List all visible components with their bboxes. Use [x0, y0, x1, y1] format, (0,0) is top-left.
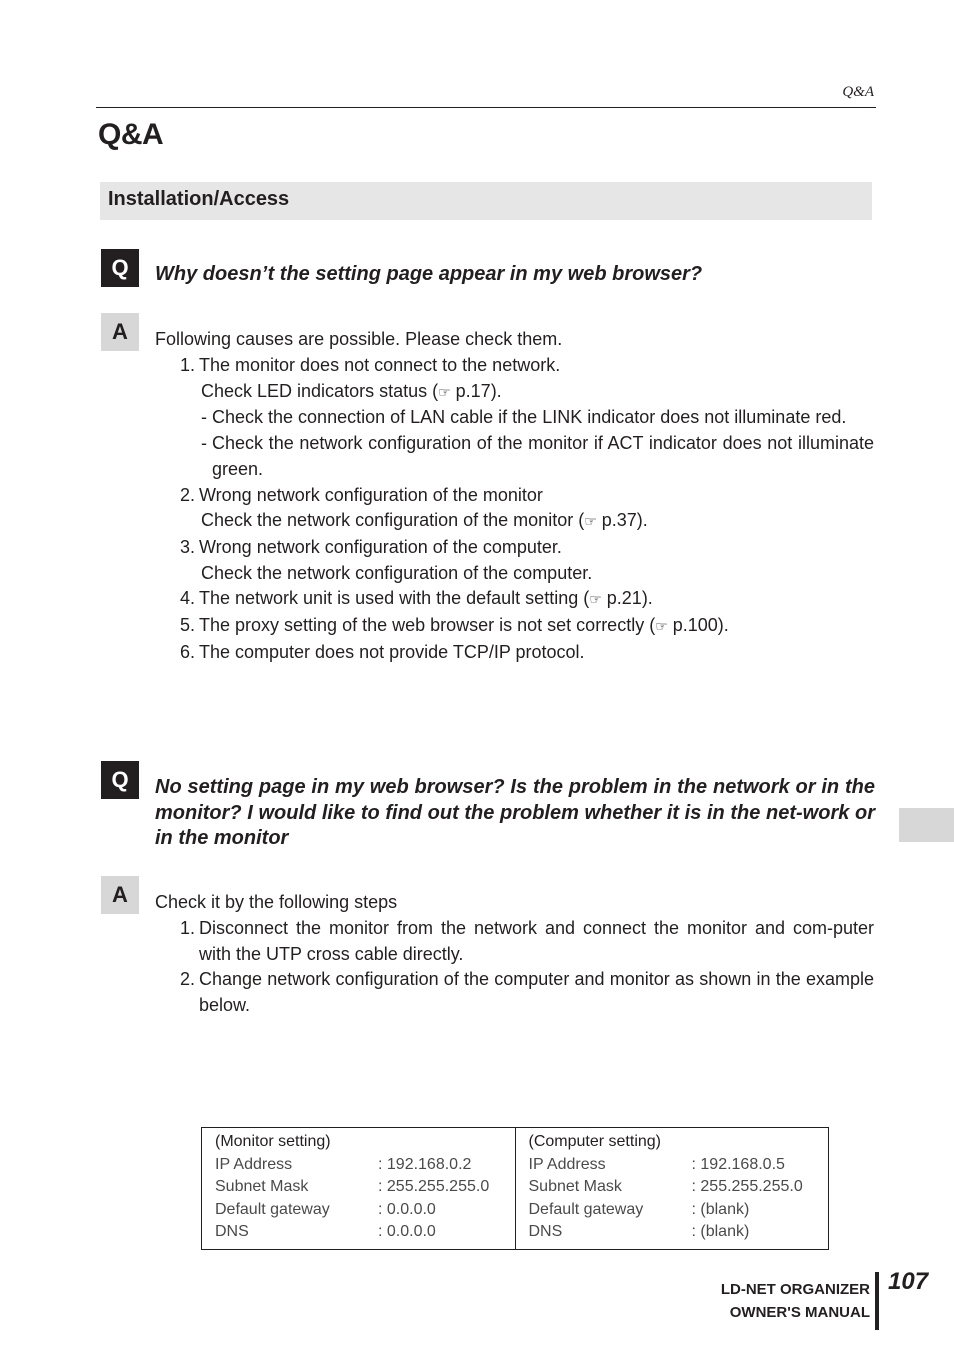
running-head: Q&A — [842, 84, 874, 100]
table-row: Subnet Mask : 255.255.255.0 — [215, 1178, 490, 1195]
chapter-tab — [899, 808, 954, 842]
item-number: 5. — [180, 615, 196, 636]
monitor-settings-title: (Monitor setting) — [215, 1133, 331, 1150]
pointing-hand-icon: ☞ — [438, 383, 451, 400]
section-title: Installation/Access — [108, 188, 290, 210]
item-number: 1. — [180, 355, 196, 375]
pointing-hand-icon: ☞ — [589, 591, 602, 608]
page-title: Q&A — [98, 118, 164, 151]
list-item — [180, 535, 874, 586]
question-1: Why doesn’t the setting page appear in my web browser? — [155, 263, 703, 285]
header-rule — [96, 107, 876, 108]
bullet-item: - Check the connection of LAN cable if the LINK indicator does not illuminate red. — [201, 407, 847, 428]
table-row: DNS : 0.0.0.0 — [215, 1223, 436, 1240]
list-item — [180, 353, 874, 483]
list-item — [180, 483, 874, 535]
monitor-settings — [202, 1128, 515, 1249]
section-bar — [100, 182, 872, 220]
item-number: 2. — [180, 484, 196, 505]
question-badge: Q — [101, 249, 139, 287]
page-number: 107 — [888, 1268, 929, 1295]
footer-line-2: OWNER'S MANUAL — [729, 1304, 870, 1321]
list-item — [180, 967, 874, 1018]
computer-settings-title: (Computer setting) — [528, 1133, 661, 1150]
table-row: IP Address : 192.168.0.2 — [215, 1155, 472, 1173]
answer-2-intro: Check it by the following steps — [155, 892, 398, 912]
item-text: Disconnect the monitor from the network and connect the monitor and com-puter with the UTP cross cable directly. — [199, 918, 874, 964]
list-item — [180, 916, 874, 967]
item-text: Wrong network configuration of the monitor — [199, 484, 543, 505]
item-text: Change network configuration of the computer and monitor as shown in the example below. — [199, 969, 874, 1016]
footer-divider — [875, 1272, 879, 1330]
answer-badge: A — [101, 313, 139, 351]
bullet-item: - Check the network configuration of the monitor if ACT indicator does not illuminate green. — [201, 433, 874, 479]
table-row: DNS : (blank) — [528, 1223, 750, 1240]
table-row: Default gateway : 0.0.0.0 — [215, 1200, 436, 1218]
question-badge: Q — [101, 761, 139, 799]
table-row: Default gateway : (blank) — [528, 1200, 750, 1218]
item-text: The proxy setting of the web browser is not set correctly (☞ p.100). — [199, 615, 729, 636]
item-subtext: Check LED indicators status (☞ p.17). — [201, 380, 502, 401]
item-text: The computer does not provide TCP/IP protocol. — [199, 641, 585, 662]
answer-2-list — [180, 916, 874, 1019]
table-row: Subnet Mask : 255.255.255.0 — [528, 1178, 803, 1195]
pointing-hand-icon: ☞ — [584, 513, 597, 530]
table-row: IP Address : 192.168.0.5 — [528, 1155, 785, 1173]
list-item — [180, 640, 874, 666]
item-number: 1. — [180, 918, 196, 938]
item-subtext: Check the network configuration of the computer. — [201, 562, 593, 583]
settings-table — [201, 1127, 829, 1250]
item-text: The monitor does not connect to the network. — [199, 355, 561, 375]
footer-manual-title — [721, 1278, 870, 1324]
item-subtext: Check the network configuration of the monitor (☞ p.37). — [201, 510, 648, 531]
item-text: Wrong network configuration of the computer. — [199, 536, 562, 557]
footer-line-1: LD-NET ORGANIZER — [720, 1281, 870, 1298]
answer-1-list — [180, 353, 874, 665]
question-2: No setting page in my web browser? Is the problem in the network or in the monitor? I would like to find out the problem whether it is in the net-work or in the monitor — [155, 776, 875, 849]
list-item — [180, 586, 874, 613]
item-number: 4. — [180, 588, 196, 609]
computer-settings — [515, 1128, 829, 1249]
item-number: 2. — [180, 969, 196, 990]
answer-badge: A — [101, 876, 139, 914]
list-item — [180, 613, 874, 640]
item-number: 6. — [180, 641, 196, 662]
item-number: 3. — [180, 536, 196, 557]
item-text: The network unit is used with the default setting (☞ p.21). — [199, 588, 653, 609]
pointing-hand-icon: ☞ — [655, 618, 668, 635]
answer-1-intro: Following causes are possible. Please check them. — [155, 329, 563, 349]
